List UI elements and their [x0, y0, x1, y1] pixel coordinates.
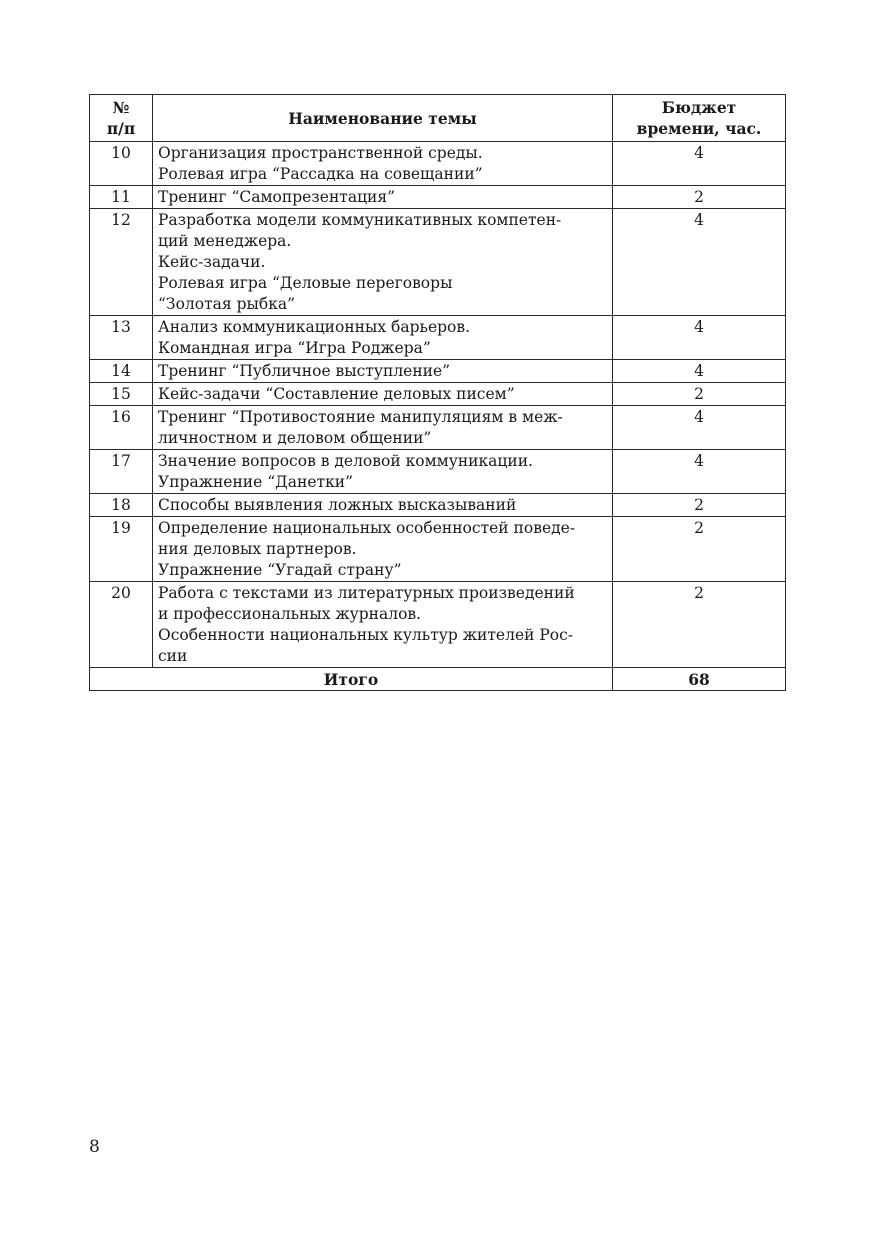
topic-line: Командная игра “Игра Роджера” [158, 339, 431, 357]
row-hours: 2 [613, 517, 786, 582]
row-hours: 4 [613, 360, 786, 383]
table-row [90, 450, 786, 494]
row-hours: 4 [613, 406, 786, 450]
table-row [90, 406, 786, 450]
header-number-line: п/п [106, 119, 136, 138]
topic-line: Кейс-задачи “Составление деловых писем” [158, 385, 515, 403]
table-body [90, 142, 786, 668]
header-hours [613, 95, 786, 142]
row-topic [153, 186, 613, 209]
row-hours: 2 [613, 383, 786, 406]
topic-line: сии [158, 647, 188, 665]
total-label: Итого [90, 668, 613, 691]
table-row [90, 360, 786, 383]
table-row [90, 209, 786, 316]
row-number: 17 [90, 450, 153, 494]
row-number: 14 [90, 360, 153, 383]
table-row [90, 186, 786, 209]
row-topic [153, 582, 613, 668]
row-number: 20 [90, 582, 153, 668]
table-row [90, 582, 786, 668]
row-hours: 4 [613, 450, 786, 494]
topic-line: Разработка модели коммуникативных компетен- [158, 211, 562, 229]
page-content [89, 94, 785, 691]
total-hours: 68 [613, 668, 786, 691]
topic-line: Ролевая игра “Рассадка на совещании” [158, 165, 483, 183]
topic-line: Упражнение “Данетки” [158, 473, 354, 491]
topics-table [89, 94, 786, 691]
row-number: 15 [90, 383, 153, 406]
row-number: 11 [90, 186, 153, 209]
row-hours: 4 [613, 209, 786, 316]
table-row [90, 383, 786, 406]
topic-line: Организация пространственной среды. [158, 144, 483, 162]
topic-line: Определение национальных особенностей поведе- [158, 519, 576, 537]
row-hours: 4 [613, 142, 786, 186]
header-topic: Наименование темы [153, 95, 613, 142]
row-number: 18 [90, 494, 153, 517]
row-topic [153, 494, 613, 517]
topic-line: ций менеджера. [158, 232, 292, 250]
header-hours-line: времени, час. [636, 119, 762, 138]
table-row [90, 517, 786, 582]
row-number: 12 [90, 209, 153, 316]
topic-line: Способы выявления ложных высказываний [158, 496, 517, 514]
table-header-row [90, 95, 786, 142]
topic-line: личностном и деловом общении” [158, 429, 432, 447]
header-hours-line: Бюджет [661, 98, 737, 117]
header-number [90, 95, 153, 142]
row-hours: 2 [613, 186, 786, 209]
table-row [90, 494, 786, 517]
topic-line: Упражнение “Угадай страну” [158, 561, 402, 579]
row-number: 19 [90, 517, 153, 582]
row-number: 13 [90, 316, 153, 360]
topic-line: Работа с текстами из литературных произведений [158, 584, 575, 602]
topic-line: Анализ коммуникационных барьеров. [158, 318, 471, 336]
row-topic [153, 383, 613, 406]
row-hours: 2 [613, 494, 786, 517]
table-row [90, 316, 786, 360]
row-topic [153, 360, 613, 383]
topic-line: Особенности национальных культур жителей Рос- [158, 626, 574, 644]
topic-line: Тренинг “Самопрезентация” [158, 188, 396, 206]
row-hours: 2 [613, 582, 786, 668]
topic-line: Тренинг “Публичное выступление” [158, 362, 451, 380]
header-number-line: № [112, 98, 130, 117]
row-topic [153, 450, 613, 494]
topic-line: Значение вопросов в деловой коммуникации. [158, 452, 533, 470]
topic-line: “Золотая рыбка” [158, 295, 296, 313]
row-topic [153, 316, 613, 360]
page-number: 8 [89, 1137, 100, 1157]
row-topic [153, 406, 613, 450]
topic-line: Тренинг “Противостояние манипуляциям в меж- [158, 408, 563, 426]
row-topic [153, 517, 613, 582]
row-number: 16 [90, 406, 153, 450]
topic-line: Ролевая игра “Деловые переговоры [158, 274, 453, 292]
row-hours: 4 [613, 316, 786, 360]
total-row [90, 668, 786, 691]
row-number: 10 [90, 142, 153, 186]
row-topic [153, 209, 613, 316]
row-topic [153, 142, 613, 186]
topic-line: Кейс-задачи. [158, 253, 266, 271]
topic-line: и профессиональных журналов. [158, 605, 422, 623]
topic-line: ния деловых партнеров. [158, 540, 357, 558]
table-row [90, 142, 786, 186]
